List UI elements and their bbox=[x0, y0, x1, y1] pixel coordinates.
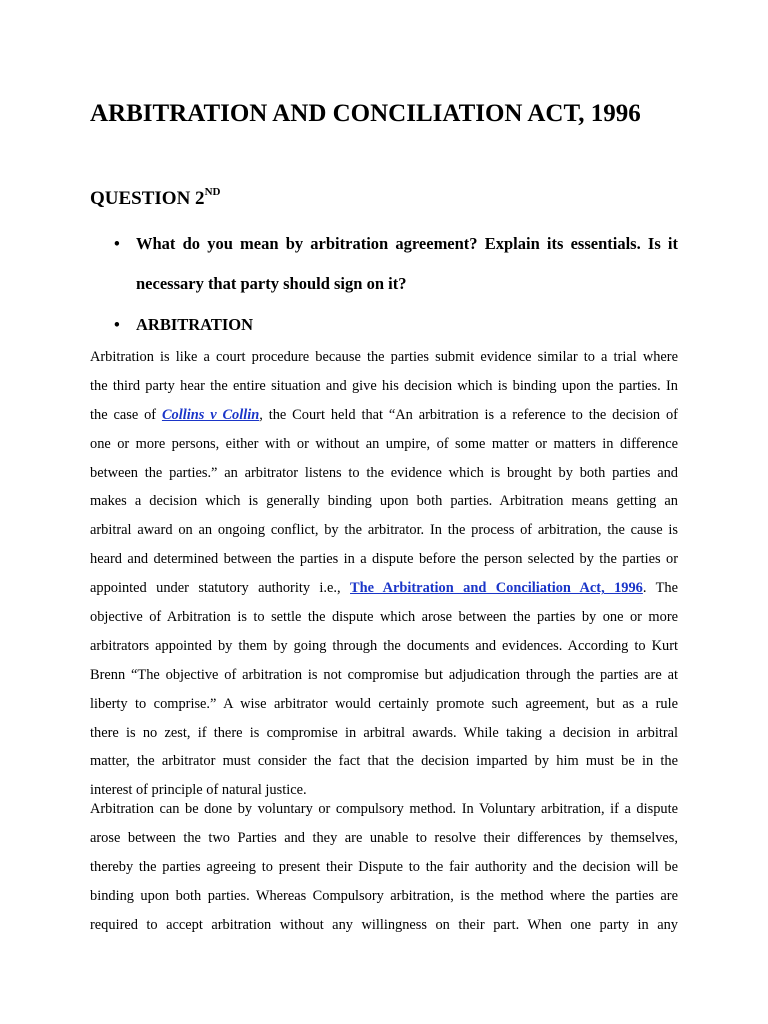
section-heading: ARBITRATION bbox=[136, 315, 254, 334]
text-line: interest of principle of natural justice. bbox=[90, 782, 307, 799]
text-line: arbitral award on an ongoing conflict, by the arbitrator. In the process of arbitration, the cause is bbox=[90, 522, 678, 539]
text-line: arose between the two Parties and they are unable to resolve their differences by themselves, bbox=[90, 829, 678, 846]
question-heading bbox=[90, 188, 220, 210]
question-text: What do you mean by arbitration agreement? Explain its essentials. Is it necessary that party should sign on it? bbox=[136, 234, 678, 293]
text-line: liberty to comprise.” A wise arbitrator would certainly promote such agreement, but as a rule bbox=[90, 695, 678, 712]
text-line: heard and determined between the parties in a dispute before the person selected by the parties or bbox=[90, 551, 678, 568]
text-line: one or more persons, either with or without an umpire, of some matter or matters in difference bbox=[90, 435, 678, 452]
question-superscript: ND bbox=[204, 186, 221, 198]
bullet-icon: • bbox=[114, 234, 120, 253]
text-run: . The bbox=[642, 580, 678, 597]
document-title: ARBITRATION AND CONCILIATION ACT, 1996 bbox=[90, 100, 641, 127]
text-run: , the Court held that “An arbitration is a reference to the decision of bbox=[259, 406, 678, 423]
text-run: appointed under statutory authority i.e., bbox=[90, 580, 351, 597]
text-line: Brenn “The objective of arbitration is not compromise but adjudication through the parties are at bbox=[90, 666, 678, 683]
text-line: Arbitration can be done by voluntary or compulsory method. In Voluntary arbitration, if a dispute bbox=[90, 801, 678, 817]
text-line: binding upon both parties. Whereas Compulsory arbitration, is the method where the parties are bbox=[90, 887, 678, 904]
bullet-icon: • bbox=[114, 315, 120, 334]
text-line: the third party hear the entire situation and give his decision which is binding upon the parties. In bbox=[90, 377, 678, 394]
question-label: QUESTION 2 bbox=[90, 188, 205, 209]
text-line: between the parties.” an arbitrator listens to the evidence which is brought by both parties and bbox=[90, 464, 678, 481]
text-line bbox=[90, 574, 678, 603]
text-run: the case of bbox=[90, 406, 162, 423]
text-line: there is no zest, if there is compromise in arbitral awards. While taking a decision in arbitral bbox=[90, 724, 678, 741]
case-link-collins[interactable]: Collins v Collin bbox=[161, 406, 260, 423]
paragraph-2 bbox=[90, 795, 678, 939]
text-line: makes a decision which is generally binding upon both parties. Arbitration means getting an bbox=[90, 493, 678, 510]
text-line: required to accept arbitration without any willingness on their part. When one party in any bbox=[90, 916, 678, 933]
act-link[interactable]: The Arbitration and Conciliation Act, 1996 bbox=[350, 580, 643, 597]
text-line: matter, the arbitrator must consider the fact that the decision imparted by him must be in the bbox=[90, 753, 678, 770]
text-line: arbitrators appointed by them by going through the documents and evidences. According to Kurt bbox=[90, 637, 678, 654]
text-line: thereby the parties agreeing to present their Dispute to the fair authority and the decision will be bbox=[90, 858, 678, 875]
text-line: Arbitration is like a court procedure because the parties submit evidence similar to a trial where bbox=[90, 349, 678, 365]
text-line bbox=[90, 401, 678, 430]
text-line: objective of Arbitration is to settle the dispute which arose between the parties by one or more bbox=[90, 609, 678, 626]
paragraph-1 bbox=[90, 343, 678, 805]
